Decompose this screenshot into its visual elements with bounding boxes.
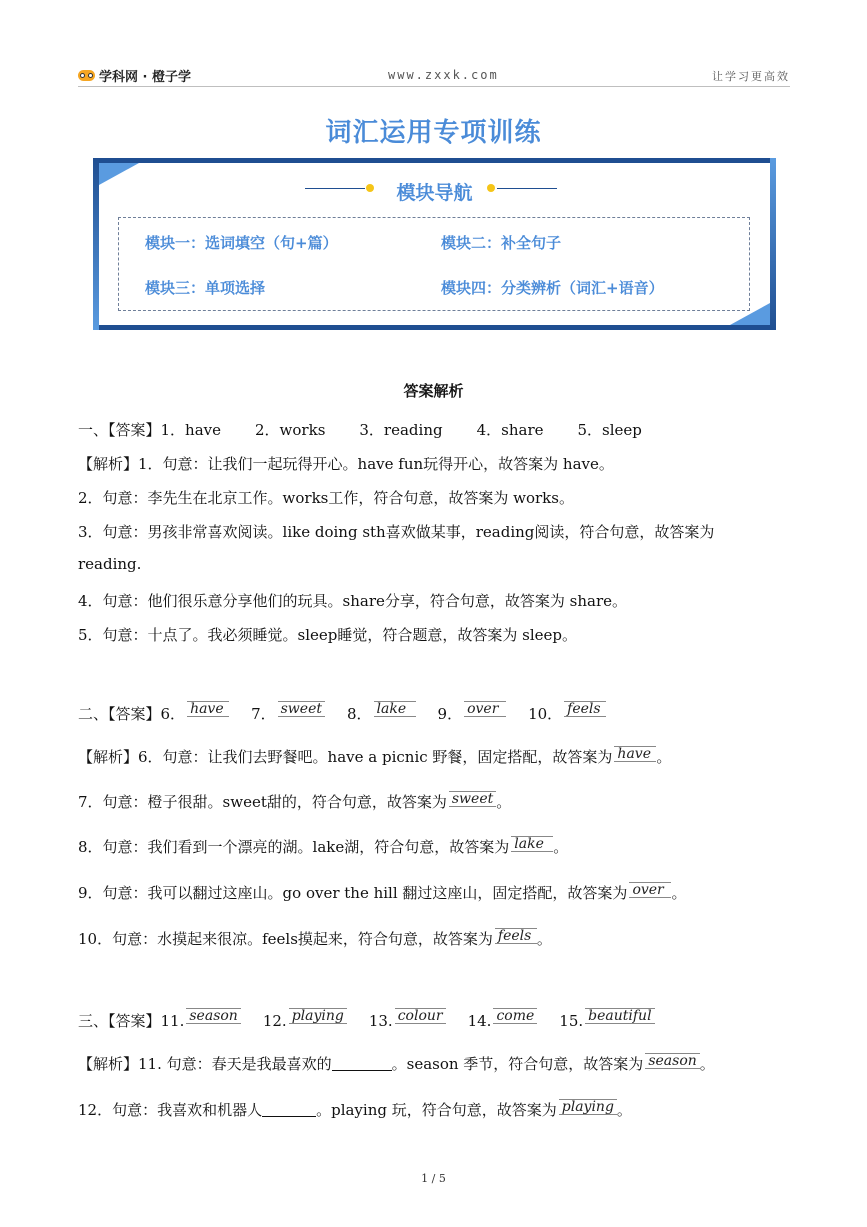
question-number: 8． [346,705,372,723]
section-title: 答案解析 [403,382,464,400]
explanation-line: 2．句意：李先生在北京工作。works工作，符合句意，故答案为 works。 [78,489,574,507]
explanation-text: 【解析】11. 句意：春天是我最喜欢的 [78,1055,332,1073]
punctuation: 。 [656,748,672,766]
handwritten-answer: lake [511,836,553,852]
brand-logo [78,66,191,85]
module-item: 模块二：补全句子 [441,234,562,252]
fill-blank [332,1056,392,1071]
handwritten-answer: playing [289,1008,347,1024]
module-item: 模块四：分类辨析（词汇+语音） [441,279,664,297]
fill-blank [262,1102,316,1117]
question-number: 10． [528,705,563,723]
module-item: 模块三：单项选择 [145,279,266,297]
explanation-text: 。playing 玩，符合句意，故答案为 [316,1101,557,1119]
punctuation: 。 [536,930,552,948]
explanation-line: 【解析】1．句意：让我们一起玩得开心。have fun玩得开心，故答案为 have。 [78,455,614,473]
handwritten-answer: have [187,701,229,717]
heading-dot-icon [487,184,495,192]
heading-rule [497,188,557,189]
site-url: www.zxxk.com [388,68,499,82]
explanation-line: 3．句意：男孩非常喜欢阅读。like doing sth喜欢做某事，reading阅读，符合句意，故答案为 [78,523,715,541]
page-header [78,64,790,87]
answer-item: 4．share [476,421,544,439]
question-number: 7． [251,705,276,723]
handwritten-answer: feels [495,928,537,944]
frame-top [93,158,776,163]
handwritten-answer: over [464,701,506,717]
part-label: 三、【答案】 [78,1012,161,1030]
explanation-line [78,791,511,812]
frame-bottom [93,325,776,330]
handwritten-answer: come [493,1008,537,1024]
handwritten-answer: have [614,746,656,762]
answer-row [78,419,642,440]
explanation-line [78,1099,632,1120]
question-number: 11. [160,1012,185,1030]
module-nav-box [93,158,776,330]
question-number: 13. [368,1012,393,1030]
question-number: 9． [437,705,463,723]
explanation-text: 8．句意：我们看到一个漂亮的湖。lake湖，符合句意，故答案为 [78,838,510,856]
handwritten-answer: feels [564,701,606,717]
document-title: 词汇运用专项训练 [325,118,542,148]
explanation-line: 4．句意：他们很乐意分享他们的玩具。share分享，符合句意，故答案为 share。 [78,592,628,610]
punctuation: 。 [616,1101,632,1119]
explanation-text: 【解析】6．句意：让我们去野餐吧。have a picnic 野餐，固定搭配，故答案为 [78,748,613,766]
handwritten-answer: season [186,1008,240,1024]
handwritten-answer: over [629,882,671,898]
part-label: 二、【答案】 [78,705,161,723]
handwritten-answer: season [645,1053,699,1069]
explanation-text: 12．句意：我喜欢和机器人 [78,1101,263,1119]
punctuation: 。 [496,793,512,811]
punctuation: 。 [699,1055,715,1073]
explanation-text: 。season 季节，符合句意，故答案为 [391,1055,644,1073]
answer-row [78,701,628,724]
module-item: 模块一：选词填空（句+篇） [145,234,338,252]
handwritten-answer: colour [395,1008,446,1024]
handwritten-answer: lake [374,701,416,717]
punctuation: 。 [553,838,569,856]
question-number: 14. [467,1012,492,1030]
punctuation: 。 [671,884,687,902]
explanation-text: 7．句意：橙子很甜。sweet甜的，符合句意，故答案为 [78,793,447,811]
handwritten-answer: playing [559,1099,617,1115]
explanation-line [78,1053,715,1074]
answer-item: 3．reading [359,421,443,439]
slogan: 让学习更高效 [712,70,790,83]
explanation-line [78,836,568,857]
explanation-text: 9．句意：我可以翻过这座山。go over the hill 翻过这座山，固定搭配，故答案为 [78,884,628,902]
explanation-line [78,882,686,903]
explanation-line: reading. [78,555,142,573]
module-list [118,217,750,311]
handwritten-answer: sweet [449,791,496,807]
page-number: 1 / 5 [421,1172,446,1185]
explanation-text: 10．句意：水摸起来很凉。feels摸起来，符合句意，故答案为 [78,930,493,948]
explanation-line [78,928,552,949]
logo-text: 学科网 · 橙子学 [99,70,191,85]
answer-item: 1．have [160,421,222,439]
explanation-line [78,746,671,767]
owl-logo-icon [78,70,95,81]
question-number: 15. [559,1012,584,1030]
nav-heading: 模块导航 [396,182,473,204]
answer-item: 5．sleep [577,421,642,439]
part-label: 一、【答案】 [78,421,161,439]
handwritten-answer: beautiful [585,1008,654,1024]
answer-item: 2．works [255,421,326,439]
handwritten-answer: sweet [278,701,325,717]
question-number: 6． [160,705,186,723]
explanation-line: 5．句意：十点了。我必须睡觉。sleep睡觉，符合题意，故答案为 sleep。 [78,626,578,644]
question-number: 12. [262,1012,287,1030]
answer-row [78,1008,677,1031]
